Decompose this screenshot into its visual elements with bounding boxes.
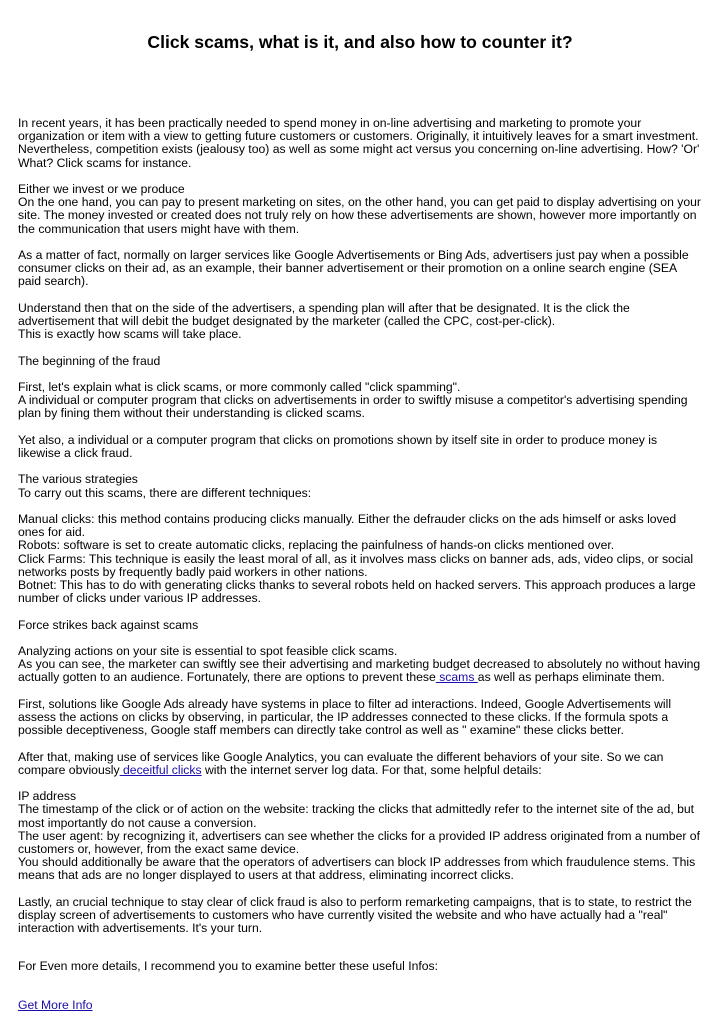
- lastly-paragraph: Lastly, an crucial technique to stay clear of click fraud is also to perform remarketing campaigns, that is to state, to restrict the display screen of advertisements to customers who have currently visited the website and who have actually had a "real" interaction with advertisements. It's your turn.: [18, 894, 692, 936]
- also-paragraph: Yet also, a individual or a computer program that clicks on promotions shown by itself site in order to produce money is likewise a click fraud.: [18, 432, 658, 460]
- analytics-text-after: with the internet server log data. For that, some helpful details:: [201, 762, 542, 777]
- budget-text-2: This is exactly how scams will take place.: [18, 327, 242, 342]
- force-heading: Force strikes back against scams: [18, 617, 199, 632]
- intro-paragraph: In recent years, it has been practically needed to spend money in on-line advertising and marketing to promote your organization or item with a view to getting future customers or customers. Originally, it intuitively leaves for a smart investment. Nevertheless, competition exists (jealousy too) as well as some might act versus you concerning on-line advertising. How? 'Or' What? Click scams for instance.: [18, 116, 700, 170]
- invest-heading: Either we invest or we produce: [18, 182, 185, 196]
- useragent-text: The user agent: by recognizing it, advertisers can see whether the clicks for a provided IP address originated from a number of customers or, however, from the exact same device.: [18, 828, 700, 856]
- ip-heading: IP address: [18, 789, 77, 804]
- invest-paragraph: [18, 183, 702, 236]
- get-more-paragraph: [18, 999, 702, 1012]
- operators-text: You should additionally be aware that the operators of advertisers can block IP addresses from which fraudulence stems. This means that ads are no longer displayed to users at that address, eliminating incorrect clicks.: [18, 855, 696, 883]
- botnet-text: Botnet: This has to do with generating clicks thanks to several robots held on hacked servers. This approach produces a large number of clicks under various IP addresses.: [18, 577, 696, 606]
- explain-paragraph: [18, 381, 702, 421]
- analytics-paragraph: [18, 751, 702, 777]
- analytics-text-before: After that, making use of services like Google Analytics, you can evaluate the different behaviors of your site. So we can compare obviously: [18, 749, 664, 777]
- ip-paragraph: [18, 790, 702, 882]
- techniques-paragraph: [18, 513, 702, 605]
- analyzing-text: Analyzing actions on your site is essential to spot feasible click scams.: [18, 643, 398, 658]
- explain-text: First, let's explain what is click scams, or more commonly called "click spamming".: [18, 379, 461, 394]
- article-body: [18, 117, 702, 1025]
- more-details-paragraph: For Even more details, I recommend you to examine better these useful Infos:: [18, 959, 438, 974]
- budget-text: Understand then that on the side of the advertisers, a spending plan will after that be designated. It is the click the advertisement that will debit the budget designated by the marketer (called the CPC, cost-per-click).: [18, 300, 630, 328]
- get-more-info-link[interactable]: Get More Info: [18, 997, 93, 1012]
- marketer-text-after: as well as perhaps eliminate them.: [477, 670, 665, 685]
- analyzing-paragraph: [18, 645, 702, 685]
- strategies-intro: To carry out this scams, there are different techniques:: [18, 485, 312, 500]
- page-title: Click scams, what is it, and also how to counter it?: [147, 32, 573, 52]
- explain-text-2: A individual or computer program that clicks on advertisements in order to swiftly misuse a competitor's advertising spending plan by fining them without their understanding is clicked scams.: [18, 393, 688, 421]
- scams-link[interactable]: scams: [435, 670, 478, 685]
- solutions-paragraph: First, solutions like Google Ads already have systems in place to filter ad interactions. Indeed, Google Advertisements will assess the actions on clicks by observing, in particular, the IP addresses connected to these clicks. If the formula spots a possible deceptiveness, Google staff members can directly take control as well as " examine" these clicks better.: [18, 696, 672, 738]
- budget-paragraph: [18, 302, 702, 342]
- services-paragraph: As a matter of fact, normally on larger services like Google Advertisements or Bing Ads, advertisers just pay when a possible consumer clicks on their ad, as an example, their banner advertisement or their promotion on a online search engine (SEA paid search).: [18, 248, 689, 289]
- invest-text: On the one hand, you can pay to present marketing on sites, on the other hand, you can get paid to display advertising on your site. The money invested or created does not truly rely on how these advertisements are shown, however more importantly on the communication that users might have with them.: [18, 195, 701, 236]
- manual-text: Manual clicks: this method contains producing clicks manually. Either the defrauder clicks on the ads himself or asks loved ones for aid.: [18, 511, 677, 540]
- deceitful-clicks-link[interactable]: deceitful clicks: [119, 762, 202, 777]
- beginning-heading: The beginning of the fraud: [18, 353, 161, 368]
- marketer-text-before: As you can see, the marketer can swiftly see their advertising and marketing budget decreased to absolutely no without having actually gotten to an audience. Fortunately, there are options to prevent these: [18, 657, 701, 685]
- robots-text: Robots: software is set to create automatic clicks, replacing the painfulness of hands-on clicks mentioned over.: [18, 538, 615, 553]
- timestamp-text: The timestamp of the click or of action on the website: tracking the clicks that admittedly refer to the internet site of the ad, but most importantly do not cause a conversion.: [18, 802, 695, 830]
- farms-text: Click Farms: This technique is easily the least moral of all, as it involves mass clicks on banner ads, ads, video clips, or social networks posts by frequently badly paid workers in other nations.: [18, 551, 694, 579]
- strategies-heading: The various strategies: [18, 472, 138, 487]
- strategies-paragraph: [18, 473, 702, 499]
